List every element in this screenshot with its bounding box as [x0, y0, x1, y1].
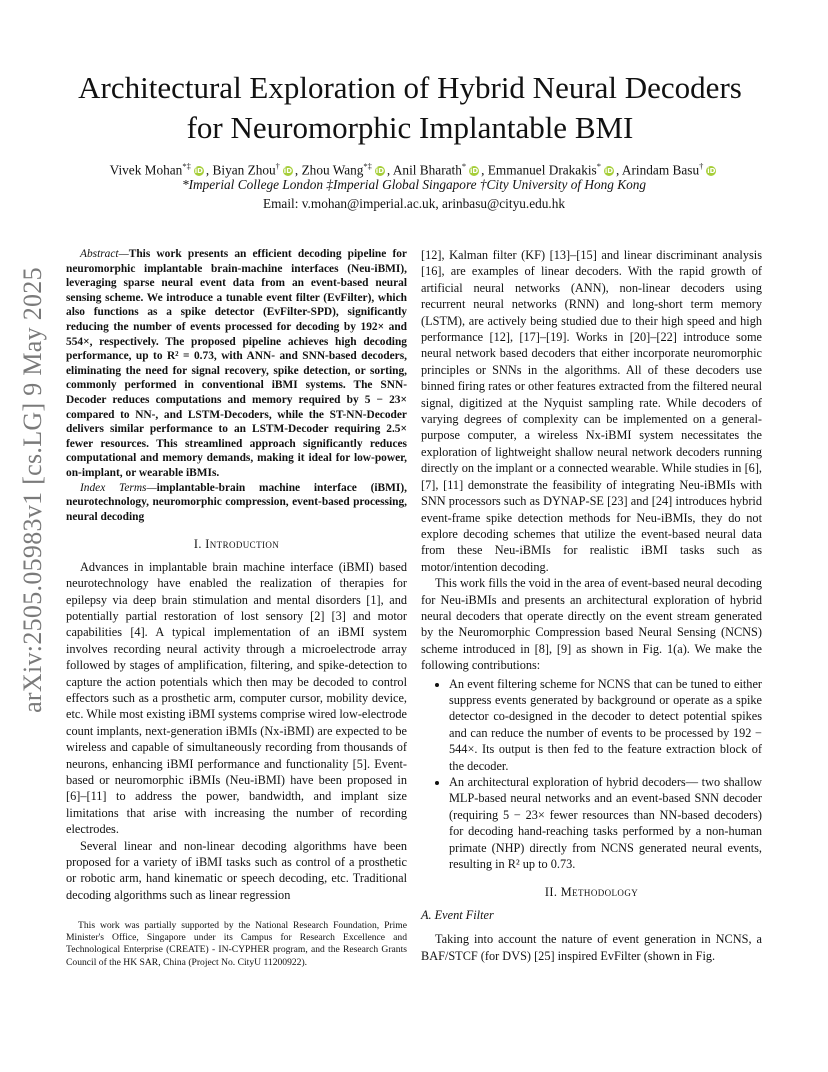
- index-terms-lead: Index Terms—: [80, 481, 157, 494]
- contributions-list: [421, 676, 762, 873]
- section-heading-introduction: I. Introduction: [193, 537, 280, 552]
- author-name: Anil Bharath: [392, 162, 462, 178]
- list-item: • An event filtering scheme for NCNS that can be tuned to either suppress events generated by background or operate as a spike detector co-designed in the decoder to detect potential spikes and can reduce the number of events to be processed by 192 − 544×. Its output is then fed to the feature extraction block of the decoder.: [449, 676, 762, 774]
- index-terms: [66, 481, 407, 525]
- subsection-heading-event-filter: A. Event Filter: [421, 907, 494, 922]
- section-heading-methodology: II. Methodology: [544, 885, 639, 900]
- funding-footnote: This work was partially supported by the National Research Foundation, Prime Minister's Office, Singapore under its Campus for Research Excellence and Technological Enterprise (CREATE) - IN-CYPHER program, and the Research Grants Council of the HK SAR, China (Project No. CityU 11200922).: [66, 920, 407, 968]
- author-marks: *‡: [363, 161, 372, 171]
- orcid-icon[interactable]: iD: [707, 167, 716, 176]
- intro-paragraph-1: Advances in implantable brain machine interface (iBMI) based neurotechnology have enabled the realization of therapies for epilepsy via deep brain stimulation and mental disorders [1], and potentially partial restoration of lost sensory [2] [3] and motor capabilities [4]. A typical implementation of an iBMI system involves recording neural activity through a microelectrode array followed by stages of amplification, filtering, and spike-detection to capture the action potentials which then may be decoded to control effectors such as a prosthetic arm, computer cursor, mobility device, etc. While most existing iBMI systems comprise wired low-electrode count implants, next-generation iBMIs (Nx-iBMI) are expected to be wireless and capable of simultaneously recording from thousands of neurons, enhancing iBMI performance and functionality [5]. Event-based or neuromorphic iBMIs (Neu-iBMI) have been proposed in [6]–[11] to address the power, bandwidth, and implant size limitations that arise with increasing the number of recording electrodes.: [66, 559, 407, 837]
- author-marks: *: [596, 161, 601, 171]
- author-marks: †: [699, 161, 704, 171]
- author-marks: *: [461, 161, 467, 171]
- author-name: Biyan Zhou: [212, 162, 276, 178]
- author-name: Emmanuel Drakakis: [487, 162, 597, 178]
- right-column: [421, 247, 762, 964]
- author-list: Vivek Mohan*‡iD , Biyan Zhou†iD , Zhou Wang*‡iD , Anil Bharath*iD , Emmanuel Drakakis*iD , Arindam Basu†iD: [109, 161, 716, 178]
- left-column: [66, 247, 407, 903]
- index-terms-body: implantable-brain machine interface (iBMI), neurotechnology, neuromorphic compression, event-based processing, neural decoding: [66, 481, 407, 523]
- intro-paragraph-3: [12], Kalman filter (KF) [13]–[15] and linear discriminant analysis [16], are examples of linear decoders. With the rapid growth of artificial neural networks (ANN), non-linear decoders using recurrent neural networks (RNN) and long-short term memory (LSTM), are actively being studied due to their high speed and high performance [12], [17]–[19]. Works in [20]–[22] introduce some neural network based decoders that either incorporate neuromorphic principles or SNNs in the algorithms. All of these decoders use binned firing rates or other features extracted from the filtered neural signal, digitized at the Nyquist sampling rate. While decoders of varying degrees of complexity can be implemented on a general-purpose computer, a wireless Nx-iBMI system necessitates the exploration of lightweight shallow neural network decoders running directly on the implant or a connected wearable. While studies in [6], [7], [11] demonstrate the feasibility of integrating Neu-iBMIs with SNN processors such as DYNAP-SE [23] and [24] introduces hybrid event-frame spike detection methods for Neu-iBMIs, they do not explore decoding schemes that utilize the event-based neural data from these Neu-iBMIs for realistic iBMI tasks such as motor/intention decoding.: [421, 248, 762, 574]
- orcid-icon[interactable]: iD: [470, 167, 479, 176]
- orcid-icon[interactable]: iD: [283, 167, 293, 176]
- orcid-icon[interactable]: iD: [375, 167, 385, 176]
- intro-paragraph-4: This work fills the void in the area of event-based neural decoding for Neu-iBMIs and presents an architectural exploration of hybrid neural decoders that operate directly on the event stream generated by the Neuromorphic Compression based Neural Sensing (NCNS) scheme introduced in [8], [9] as shown in Fig. 1(a). We make the following contributions:: [421, 576, 762, 673]
- author-name: Vivek Mohan: [109, 162, 183, 178]
- orcid-icon[interactable]: iD: [604, 167, 614, 176]
- abstract-body: This work presents an efficient decoding pipeline for neuromorphic implantable brain-machine interfaces (Neu-iBMI), leveraging sparse neural event data from an event-based neural sensing scheme. We introduce a tunable event filter (EvFilter), which also functions as a spike detector (EvFilter-SPD), significantly reducing the number of events processed for decoding by 192× and 554×, respectively. The proposed pipeline achieves high decoding performance, up to R² = 0.73, with ANN- and SNN-based decoders, eliminating the need for signal recovery, spike detection, or sorting, commonly performed in conventional iBMI systems. The SNN-Decoder reduces computations and memory required by 5 − 23× compared to NN-, and LSTM-Decoders, while the ST-NN-Decoder delivers similar performance to an LSTM-Decoder requiring 2.5× fewer resources. This streamlined approach significantly reduces computational and memory demands, making it ideal for low-power, on-implant, or wearable iBMIs.: [66, 248, 407, 479]
- arxiv-identifier: arXiv:2505.05983v1 [cs.LG] 9 May 2025: [18, 267, 47, 713]
- paper-title: Architectural Exploration of Hybrid Neural Decoders for Neuromorphic Implantable BMI: [78, 70, 742, 145]
- author-marks: *‡: [182, 161, 191, 171]
- abstract-lead: Abstract—: [80, 248, 129, 260]
- intro-paragraph-2: Several linear and non-linear decoding algorithms have been proposed for a variety of iBMI tasks such as control of a prosthetic or robotic arm, hand kinematic or speech decoding, etc. Traditional decoding algorithms such as linear regression: [66, 838, 407, 902]
- affiliations: *Imperial College London ‡Imperial Global Singapore †City University of Hong Kong: [181, 177, 647, 192]
- author-marks: †: [275, 161, 280, 171]
- arxiv-sidebar: [8, 267, 58, 713]
- list-item: • An architectural exploration of hybrid decoders— two shallow MLP-based neural networks and an event-based SNN decoder (requiring 5 − 23× fewer resources than NN-based decoders) for decoding hand-reaching tasks performed by a non-human primate (NHP) directly from NCNS generated neural events, resulting in R² up to 0.73.: [449, 774, 762, 872]
- abstract: [66, 247, 407, 481]
- footnote: [66, 920, 407, 969]
- author-name: Zhou Wang: [301, 162, 364, 178]
- author-name: Arindam Basu: [621, 162, 700, 178]
- method-paragraph-1: Taking into account the nature of event generation in NCNS, a BAF/STCF (for DVS) [25] inspired EvFilter (shown in Fig.: [421, 932, 762, 963]
- orcid-icon[interactable]: iD: [194, 167, 203, 176]
- contact-email: Email: v.mohan@imperial.ac.uk, arinbasu@cityu.edu.hk: [262, 196, 566, 211]
